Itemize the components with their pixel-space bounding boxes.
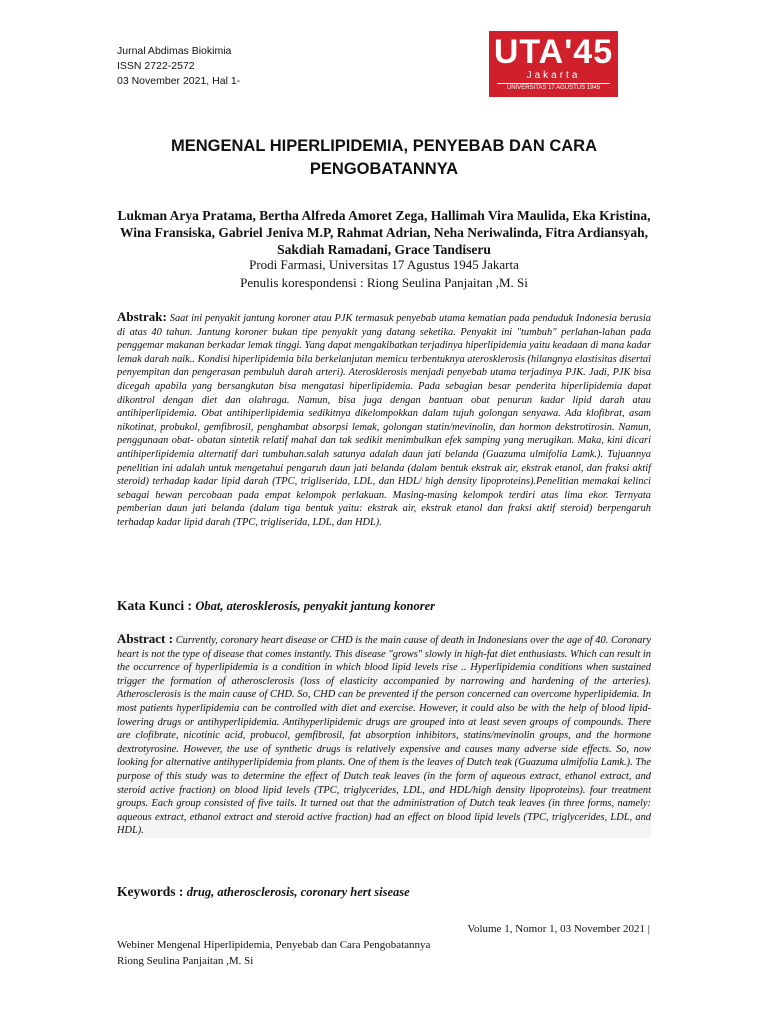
footer-title: Webiner Mengenal Hiperlipidemia, Penyebab dan Cara Pengobatannya xyxy=(117,939,431,951)
article-title: MENGENAL HIPERLIPIDEMIA, PENYEBAB DAN CARA PENGOBATANNYA xyxy=(171,137,597,178)
journal-info xyxy=(117,44,240,89)
volume-info: Volume 1, Nomor 1, 03 November 2021 | xyxy=(467,923,650,935)
journal-name: Jurnal Abdimas Biokimia xyxy=(117,45,232,57)
affiliation-block xyxy=(117,256,651,292)
keywords-value-id: Obat, aterosklerosis, penyakit jantung konorer xyxy=(195,599,436,613)
logo-text: UTA'45 xyxy=(493,33,614,71)
abstract-text-en: Currently, coronary heart disease or CHD is the main cause of death in Indonesians over the age of 40. Coronary heart is not the type of disease that comes instantly. This disease "grows" slowly in high-fat diet enthusiasts. Which can result in the occurrence of hyperlipidemia is a condition in which blood lipid levels rise .. Hyperlipidemia conditions when sustained trigger the formation of atherosclerosis (loss of elasticity accompanied by narrowing and hardening of the arteries). Atherosclerosis is the main cause of CHD. So, CHD can be prevented if the person concerned can overcome hyperlipidemia. In most patients hyperlipidemia can be controlled with diet and exercise. However, it could also be with the help of blood lipid-lowering drugs or antihyperlipidemia. Antihyperlipidemic drugs are grouped into at least seven groups of compounds. There are clofibrate, nicotinic acid, probucol, gemfibrosil, fat absorption inhibitors, statins/mevinolin groups, and the hormone dextrotyrosine. However, the use of synthetic drugs is relatively expensive and causes many adverse side effects. So, now looking for alternative antihyperlipidemia from plants. One of them is the leaves of Dutch teak (Guazuma ulmifolia Lamk.). The purpose of this study was to determine the effect of Dutch teak leaves (in the form of aqueous extract, ethanol extract, and steroid active fraction) on blood lipid levels (TPC, triglycerides, LDL, and HDL/high density lipoproteins). four treatment groups. Each group consisted of five tails. It turned out that the administration of Dutch teak leaves (in three forms, namely: aqueous extract, ethanol extract and steroid active fraction) had an effect on blood lipid levels (TPC, triglycerides, LDL, and HDL). xyxy=(117,635,651,837)
journal-date: 03 November 2021, Hal 1- xyxy=(117,75,241,87)
page-footer xyxy=(117,937,430,969)
footer-author: Riong Seulina Panjaitan ,M. Si xyxy=(117,955,254,967)
abstract-label-en: Abstract : xyxy=(117,631,174,646)
university-logo xyxy=(489,31,618,97)
affiliation: Prodi Farmasi, Universitas 17 Agustus 1945 Jakarta xyxy=(249,257,519,272)
keywords-label-id: Kata Kunci : xyxy=(117,598,193,613)
keywords-english xyxy=(117,884,410,900)
logo-university: UNIVERSITAS 17 AGUSTUS 1945 xyxy=(497,83,610,93)
journal-issn: ISSN 2722-2572 xyxy=(117,60,195,72)
logo-city: Jakarta xyxy=(526,70,581,81)
keywords-label-en: Keywords : xyxy=(117,884,184,899)
author-list: Lukman Arya Pratama, Bertha Alfreda Amoret Zega, Hallimah Vira Maulida, Eka Kristina, Wina Fransiska, Gabriel Jeniva M.P, Rahmat Adrian, Neha Neriwalinda, Fitra Ardiansyah, Sakdiah Ramadani, Grace Tandiseru xyxy=(117,208,651,257)
abstract-indonesian xyxy=(117,310,651,530)
abstract-english xyxy=(117,632,651,838)
correspondence: Penulis korespondensi : Riong Seulina Panjaitan ,M. Si xyxy=(240,275,528,290)
abstract-label-id: Abstrak: xyxy=(117,309,167,324)
abstract-text-id: Saat ini penyakit jantung koroner atau PJK termasuk penyebab utama kematian pada penduduk Indonesia berusia di atas 40 tahun. Jantung koroner bukan tipe penyakit yang datang seketika. Penyakit ini "tumbuh" perlahan-lahan pada penggemar makanan berkadar lemak tinggi. Yang dapat mengakibatkan terjadinya hiperlipidemia yaitu keadaan di mana kadar lemak darah naik.. Kondisi hiperlipidemia bila berkelanjutan memicu terbentuknya aterosklerosis (hilangnya elastisitas disertai penyempitan dan pengerasan pembuluh darah arteri). Aterosklerosis menjadi penyebab utama terjadinya PJK. Jadi, PJK bisa dicegah apabila yang bersangkutan bisa mengatasi hiperlipidemia. Pada sebagian besar penderita hiperlipidemia dapat dikontrol dengan diet dan olahraga. Namun, bisa juga dengan bantuan obat penurun kadar lipid darah atau antihiperlipidemia. Obat antihiperlipidemia sedikitnya dikelompokkan dalam tujuh golongan senyawa. Ada klofibrat, asam nikotinat, probukol, gemfibrosil, penghambat absorpsi lemak, golongan statin/mevinolin, dan hormon dekstrotirosin. Namun, penggunaan obat- obatan sintetik relatif mahal dan tak sedikit menimbulkan efek samping yang merugikan. Maka, kini dicari antihiperlipidemia alternatif dari tumbuhan.salah satunya adalah daun jati belanda (Guazuma ulmifolia Lamk.). Tujuannya penelitian ini adalah untuk mengetahui pengaruh daun jati belanda (dalam bentuk ekstrak air, ekstrak etanol, dan fraksi aktif steroid) terhadap kadar lipid darah (TPC, trigliserida, LDL, dan HDL/ high density lipoproteins).Penelitian memakai kelinci sebagai hewan percobaan pada empat kelompok perlakuan. Masing-masing kelompok terdiri atas lima ekor. Ternyata pemberian daun jati belanda (dalam tiga bentuk yaitu: ekstrak air, ekstrak etanol dan fraksi aktif steroid) berpengaruh terhadap kadar lipid darah (TPC, trigliserida, LDL, dan HDL). xyxy=(117,313,651,528)
keywords-indonesian xyxy=(117,598,435,614)
keywords-value-en: drug, atherosclerosis, coronary hert sisease xyxy=(186,885,410,899)
